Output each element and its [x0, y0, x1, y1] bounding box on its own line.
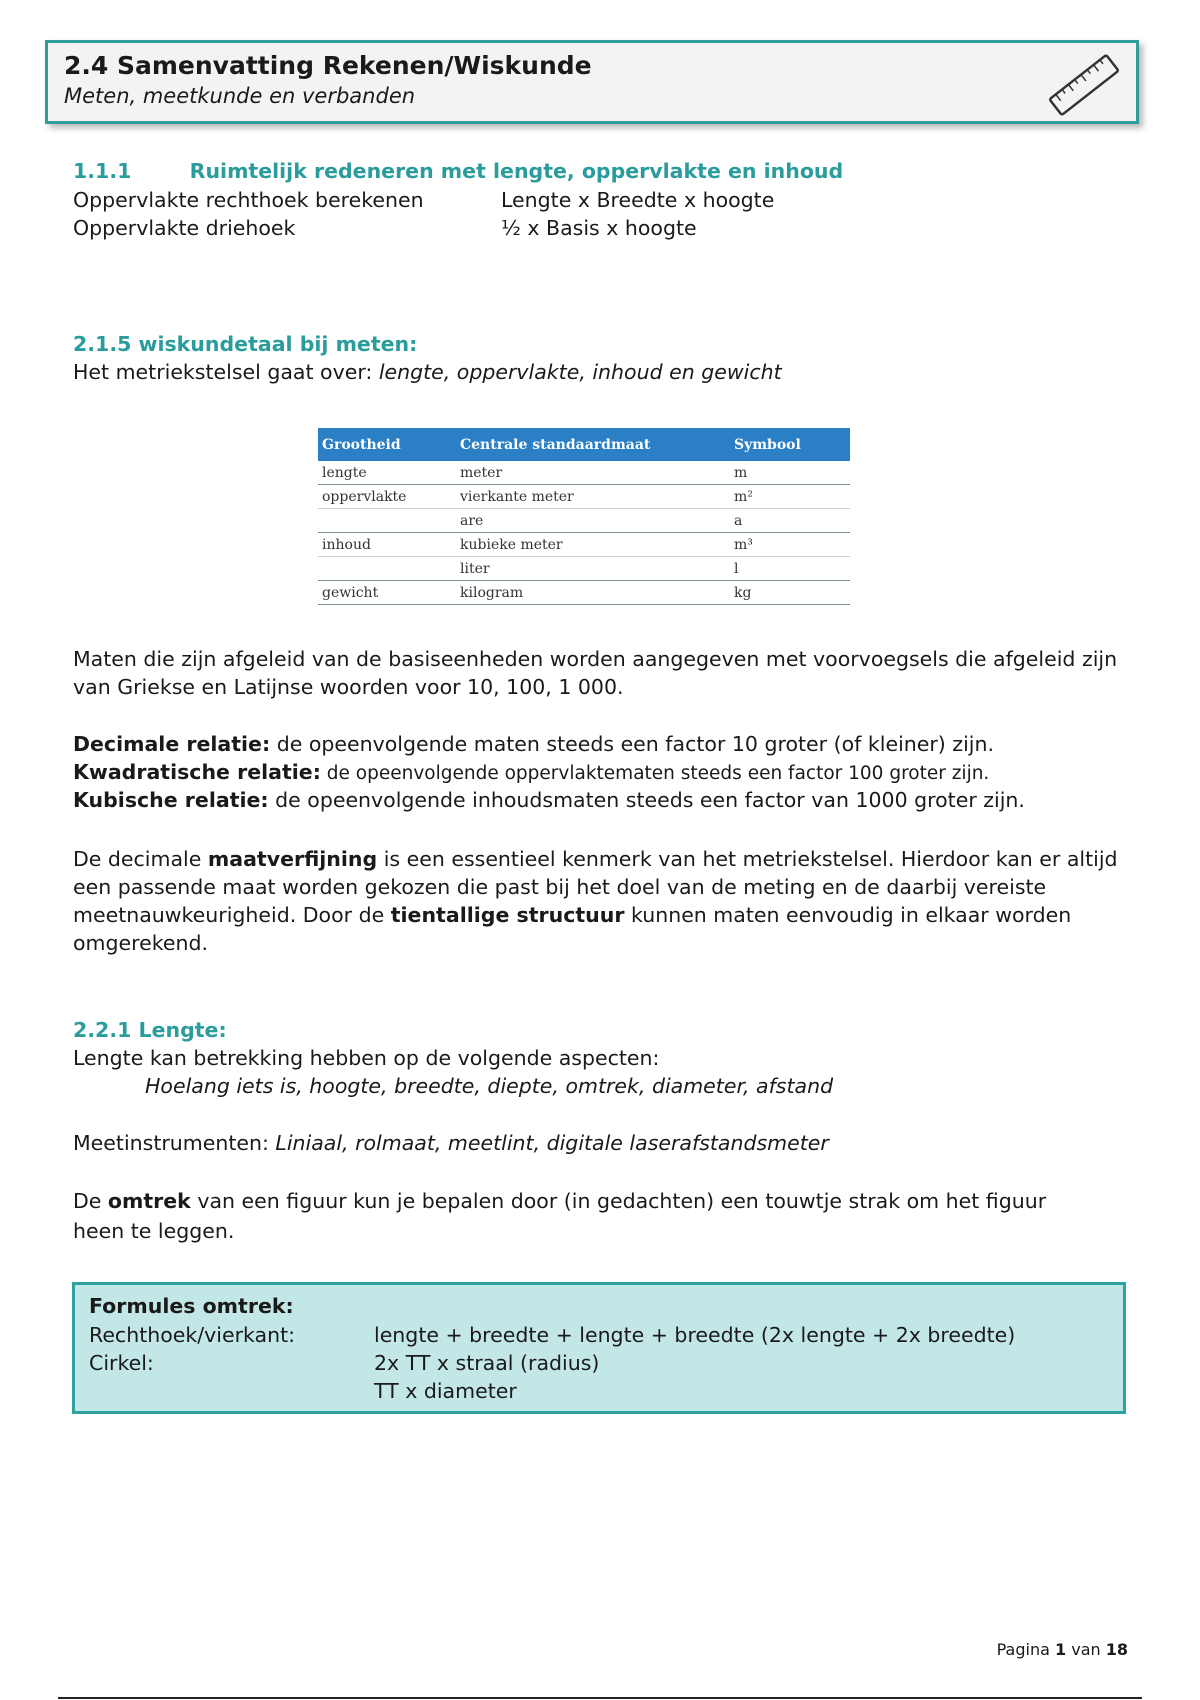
formula-row-value: Lengte x Breedte x hoogte	[501, 188, 775, 212]
paragraph-afgeleid: Maten die zijn afgeleid van de basiseenheden worden aangegeven met voorvoegsels die afgeleid zijn van Griekse en Latijnse woorden voor 10, 100, 1 000.	[73, 647, 1118, 699]
table-cell: meter	[456, 461, 730, 485]
table-row	[318, 485, 850, 509]
formula-row-label: Oppervlakte driehoek	[73, 216, 296, 240]
length-aspects: Hoelang iets is, hoogte, breedte, diepte, omtrek, diameter, afstand	[145, 1074, 834, 1098]
section-heading-215: 2.1.5 wiskundetaal bij meten:	[73, 332, 418, 356]
table-cell: vierkante meter	[456, 485, 730, 509]
page-number: Pagina 1 van 18	[996, 1640, 1128, 1659]
table-cell: liter	[456, 557, 730, 581]
table-cell: l	[730, 557, 850, 581]
relation-cubic: Kubische relatie: de opeenvolgende inhoudsmaten steeds een factor van 1000 groter zijn.	[73, 788, 1025, 812]
page-title: 2.4 Samenvatting Rekenen/Wiskunde	[64, 51, 592, 80]
formula-label: Cirkel:	[89, 1351, 154, 1375]
table-cell: inhoud	[318, 533, 456, 557]
table-cell: m³	[730, 533, 850, 557]
table-header: Grootheid	[318, 428, 456, 461]
table-cell: kubieke meter	[456, 533, 730, 557]
ruler-icon	[1044, 49, 1124, 121]
relation-decimal: Decimale relatie: de opeenvolgende maten steeds een factor 10 groter (of kleiner) zijn.	[73, 732, 994, 756]
footer-divider	[58, 1697, 1142, 1699]
header-box	[45, 40, 1139, 124]
formula-box-title: Formules omtrek:	[89, 1294, 294, 1318]
table-row	[318, 461, 850, 485]
formula-row-value: ½ x Basis x hoogte	[501, 216, 697, 240]
section-heading-111	[73, 157, 843, 185]
table-cell: are	[456, 509, 730, 533]
table-header: Symbool	[730, 428, 850, 461]
formula-box	[72, 1282, 1126, 1414]
length-intro: Lengte kan betrekking hebben op de volgende aspecten:	[73, 1046, 660, 1070]
page-subtitle: Meten, meetkunde en verbanden	[64, 84, 416, 108]
measuring-instruments: Meetinstrumenten: Liniaal, rolmaat, meetlint, digitale laserafstandsmeter	[73, 1131, 829, 1155]
relation-quadratic: Kwadratische relatie: de opeenvolgende oppervlaktematen steeds een factor 100 groter zijn.	[73, 760, 990, 784]
table-cell	[318, 557, 456, 581]
table-row	[318, 557, 850, 581]
paragraph-maatverfijning: De decimale maatverfijning is een essentieel kenmerk van het metriekstelsel. Hierdoor kan er altijd een passende maat worden gekozen die past bij het doel van de meting en de daarbij vereiste meetnauwkeurigheid. Door de tientallige structuur kunnen maten eenvoudig in elkaar worden omgerekend.	[73, 847, 1118, 955]
table-cell: a	[730, 509, 850, 533]
table-cell: kg	[730, 581, 850, 605]
table-cell: m²	[730, 485, 850, 509]
table-row	[318, 509, 850, 533]
table-cell: lengte	[318, 461, 456, 485]
formula-value: 2x TT x straal (radius)	[374, 1351, 600, 1375]
formula-label: Rechthoek/vierkant:	[89, 1323, 296, 1347]
formula-row-label: Oppervlakte rechthoek berekenen	[73, 188, 424, 212]
section-heading-221: 2.2.1 Lengte:	[73, 1018, 227, 1042]
table-header-row	[318, 428, 850, 461]
metric-intro: Het metriekstelsel gaat over: lengte, oppervlakte, inhoud en gewicht	[73, 360, 782, 384]
table-cell: kilogram	[456, 581, 730, 605]
table-row	[318, 533, 850, 557]
table-row	[318, 581, 850, 605]
table-cell: gewicht	[318, 581, 456, 605]
section-title: Ruimtelijk redeneren met lengte, oppervlakte en inhoud	[189, 159, 844, 183]
section-number: 1.1.1	[73, 159, 132, 183]
table-cell	[318, 509, 456, 533]
formula-value: TT x diameter	[374, 1379, 517, 1403]
formula-value: lengte + breedte + lengte + breedte (2x lengte + 2x breedte)	[374, 1323, 1016, 1347]
metric-table	[318, 428, 850, 605]
table-cell: m	[730, 461, 850, 485]
table-header: Centrale standaardmaat	[456, 428, 730, 461]
paragraph-omtrek: De omtrek van een figuur kun je bepalen door (in gedachten) een touwtje strak om het figuur heen te leggen.	[73, 1189, 1047, 1243]
table-cell: oppervlakte	[318, 485, 456, 509]
